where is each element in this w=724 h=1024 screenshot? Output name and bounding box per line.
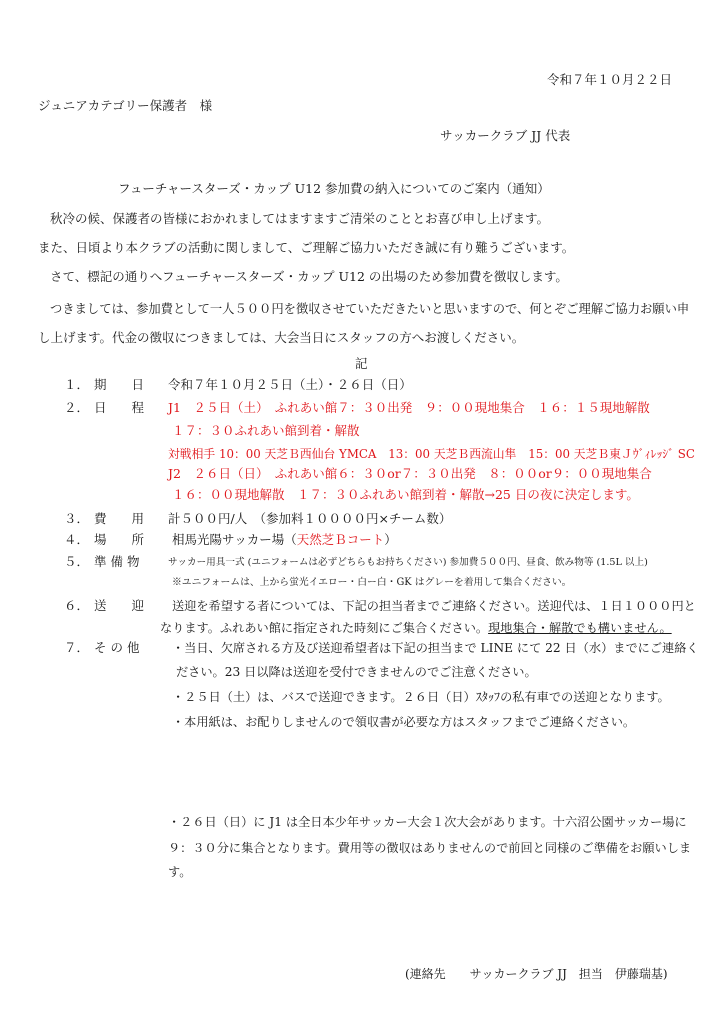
recipient: ジュニアカテゴリー保護者 様 bbox=[38, 98, 213, 113]
transport-line-2 bbox=[160, 620, 672, 636]
item-number: ６． bbox=[64, 598, 90, 613]
other-line-1: ・当日、欠席される方及び送迎希望者は下記の担当まで LINE にて 22 日（水）までにご連絡く bbox=[172, 641, 699, 655]
item-label: 場 所 bbox=[94, 532, 145, 547]
item-number: ７． bbox=[64, 640, 90, 655]
item-number: １． bbox=[64, 377, 90, 392]
item-label: 送 迎 bbox=[94, 598, 145, 613]
item-value: 令和７年１０月２５日（土）・２６日（日） bbox=[168, 377, 412, 392]
transport-line-1: 送迎を希望する者については、下記の担当者までご連絡ください。送迎代は、１日１０００円と bbox=[172, 599, 696, 613]
uniform-note: ※ユニフォームは、上から蛍光イエロー・白ー白・GK はグレーを着用して集合ください。 bbox=[172, 577, 572, 588]
schedule-j2-line: J2 ２６日（日） ふれあい館６：３０or７：３０出発 ８：００or９：００現地集合 bbox=[168, 466, 652, 481]
schedule-j1-line: J1 ２５日（土） ふれあい館７：３０出発 ９：００現地集合 １６：１５現地解散 bbox=[168, 400, 650, 415]
greeting-paragraph-4-line-1: つきましては、参加費として一人５００円を徴収させていただきたいと思いますので、何とぞご理解ご協力お願い申 bbox=[50, 302, 690, 316]
greeting-paragraph-1: 秋冷の候、保護者の皆様におかれましてはますますご清栄のこととお喜び申し上げます。 bbox=[50, 211, 550, 226]
contact-info: (連絡先 サッカークラブ JJ 担当 伊藤瑞基) bbox=[405, 967, 668, 981]
issue-date: 令和７年１０月２２日 bbox=[546, 72, 672, 87]
venue-court: 天然芝Ｂコート bbox=[296, 532, 385, 547]
item-label: 期 日 bbox=[94, 377, 145, 392]
item-number: ３． bbox=[64, 511, 90, 526]
item-number: ２． bbox=[64, 400, 90, 415]
item-value: 計５００円/人 （参加料１００００円×チーム数） bbox=[168, 511, 452, 526]
document-title: フューチャースターズ・カップ U12 参加費の納入についてのご案内（通知） bbox=[118, 181, 550, 196]
schedule-opponents: 対戦相手 10：00 天芝Ｂ西仙台 YMCA 13：00 天芝Ｂ西流山隼 15：00 天芝Ｂ東Ｊｳﾞｨﾚｯｼﾞ SC bbox=[168, 447, 695, 461]
ki-heading: 記 bbox=[355, 356, 368, 371]
transport-meeting-text: なります。ふれあい館に指定された時刻にご集合ください。 bbox=[160, 621, 489, 635]
venue-close-paren: ） bbox=[384, 532, 397, 547]
greeting-paragraph-4-line-2: し上げます。代金の徴収につきましては、大会当日にスタッフの方へお渡しください。 bbox=[38, 330, 525, 345]
item-label: 準 備 物 bbox=[94, 554, 140, 569]
other-line-2: ださい。23 日以降は送迎を受付できませんのでご注意ください。 bbox=[176, 665, 537, 679]
note-line-3: す。 bbox=[168, 865, 192, 879]
item-number: ４． bbox=[64, 532, 90, 547]
item-number: ５． bbox=[64, 554, 90, 569]
sender: サッカークラブ JJ 代表 bbox=[440, 128, 571, 143]
other-line-3: ・２５日（土）は、バスで送迎できます。２６日（日）ｽﾀｯﾌの私有車での送迎となります。 bbox=[172, 690, 670, 704]
venue-name: 相馬光陽サッカー場（ bbox=[172, 532, 297, 547]
schedule-j1-return: １７：３０ふれあい館到着・解散 bbox=[172, 423, 360, 438]
note-line-2: ９：３０分に集合となります。費用等の徴収はありませんので前回と同様のご準備をお願いしま bbox=[168, 841, 692, 855]
schedule-j2-return: １６：００現地解散 １７：３０ふれあい館到着・解散→25 日の夜に決定します。 bbox=[172, 487, 639, 502]
other-line-4: ・本用紙は、お配りしませんので領収書が必要な方はスタッフまでご連絡ください。 bbox=[172, 715, 636, 729]
note-line-1: ・２６日（日）に J1 は全日本少年サッカー大会１次大会があります。十六沼公園サッカー場に bbox=[168, 815, 687, 829]
preparation-list: サッカー用具一式 (ユニフォームは必ずどちらもお持ちください) 参加費５００円、昼食、飲み物等 (1.5L 以上) bbox=[168, 557, 648, 568]
transport-underlined-note: 現地集合・解散でも構いません。 bbox=[488, 621, 672, 635]
greeting-paragraph-3: さて、標記の通りへフューチャースターズ・カップ U12 の出場のため参加費を徴収します。 bbox=[50, 269, 568, 284]
venue-value bbox=[172, 532, 397, 548]
greeting-paragraph-2: また、日頃より本クラブの活動に関しまして、ご理解ご協力いただき誠に有り難うございます。 bbox=[38, 240, 575, 255]
item-label: そ の 他 bbox=[94, 640, 140, 655]
item-label: 費 用 bbox=[94, 511, 145, 526]
item-label: 日 程 bbox=[94, 400, 145, 415]
